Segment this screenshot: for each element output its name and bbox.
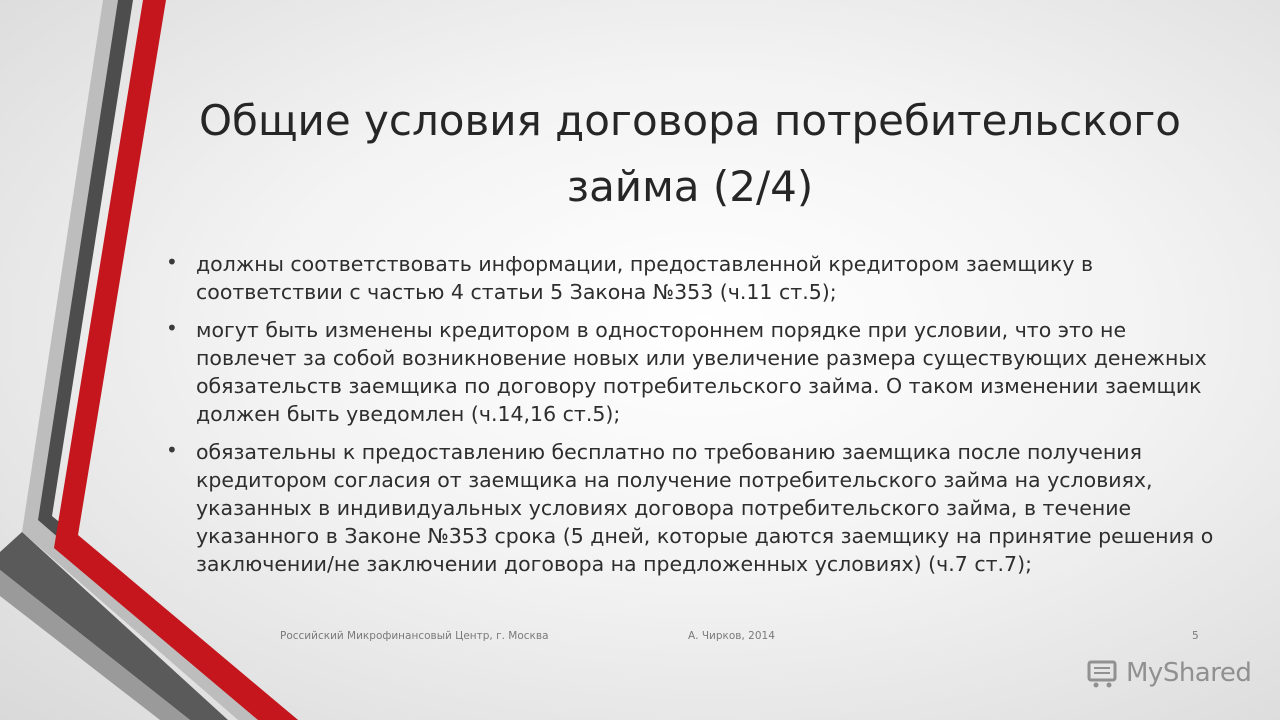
bullet-text-1: должны соответствовать информации, предоставленной кредитором заемщику в соответствии с частью 4 статьи 5 Закона №353 (ч.11 ст.5); bbox=[196, 252, 1094, 304]
bullet-marker: • bbox=[166, 316, 178, 340]
footer-author: А. Чирков, 2014 bbox=[688, 630, 775, 642]
cart-icon bbox=[1086, 656, 1120, 690]
page-number: 5 bbox=[1192, 630, 1199, 642]
bullet-item-1 bbox=[160, 250, 1220, 306]
slide-title-line1: Общие условия договора потребительского bbox=[199, 96, 1181, 145]
watermark bbox=[1086, 656, 1251, 690]
watermark-text: MyShared bbox=[1126, 658, 1252, 688]
bullet-item-3 bbox=[160, 438, 1220, 578]
footer-organization: Российский Микрофинансовый Центр, г. Москва bbox=[280, 630, 549, 642]
bullet-text-3: обязательны к предоставлению бесплатно по требованию заемщика после получения кредитором согласия от заемщика на получение потребительского займа на условиях, указанных в индивидуальных условиях договора потребительского займа, в течение указанного в Законе №353 срока (5 дней, которые даются заемщику на принятие решения о заключении/не заключении договора на предложенных условиях) (ч.7 ст.7); bbox=[196, 440, 1214, 576]
bullet-item-2 bbox=[160, 316, 1220, 428]
bullet-text-2: могут быть изменены кредитором в одностороннем порядке при условии, что это не повлечет за собой возникновение новых или увеличение размера существующих денежных обязательств заемщика по договору потребительского займа. О таком изменении заемщик должен быть уведомлен (ч.14,16 ст.5); bbox=[196, 318, 1207, 426]
slide-title bbox=[150, 88, 1230, 220]
bullet-marker: • bbox=[166, 438, 178, 462]
bullet-list bbox=[160, 250, 1220, 588]
bullet-marker: • bbox=[166, 250, 178, 274]
slide-title-line2: займа (2/4) bbox=[566, 162, 814, 211]
